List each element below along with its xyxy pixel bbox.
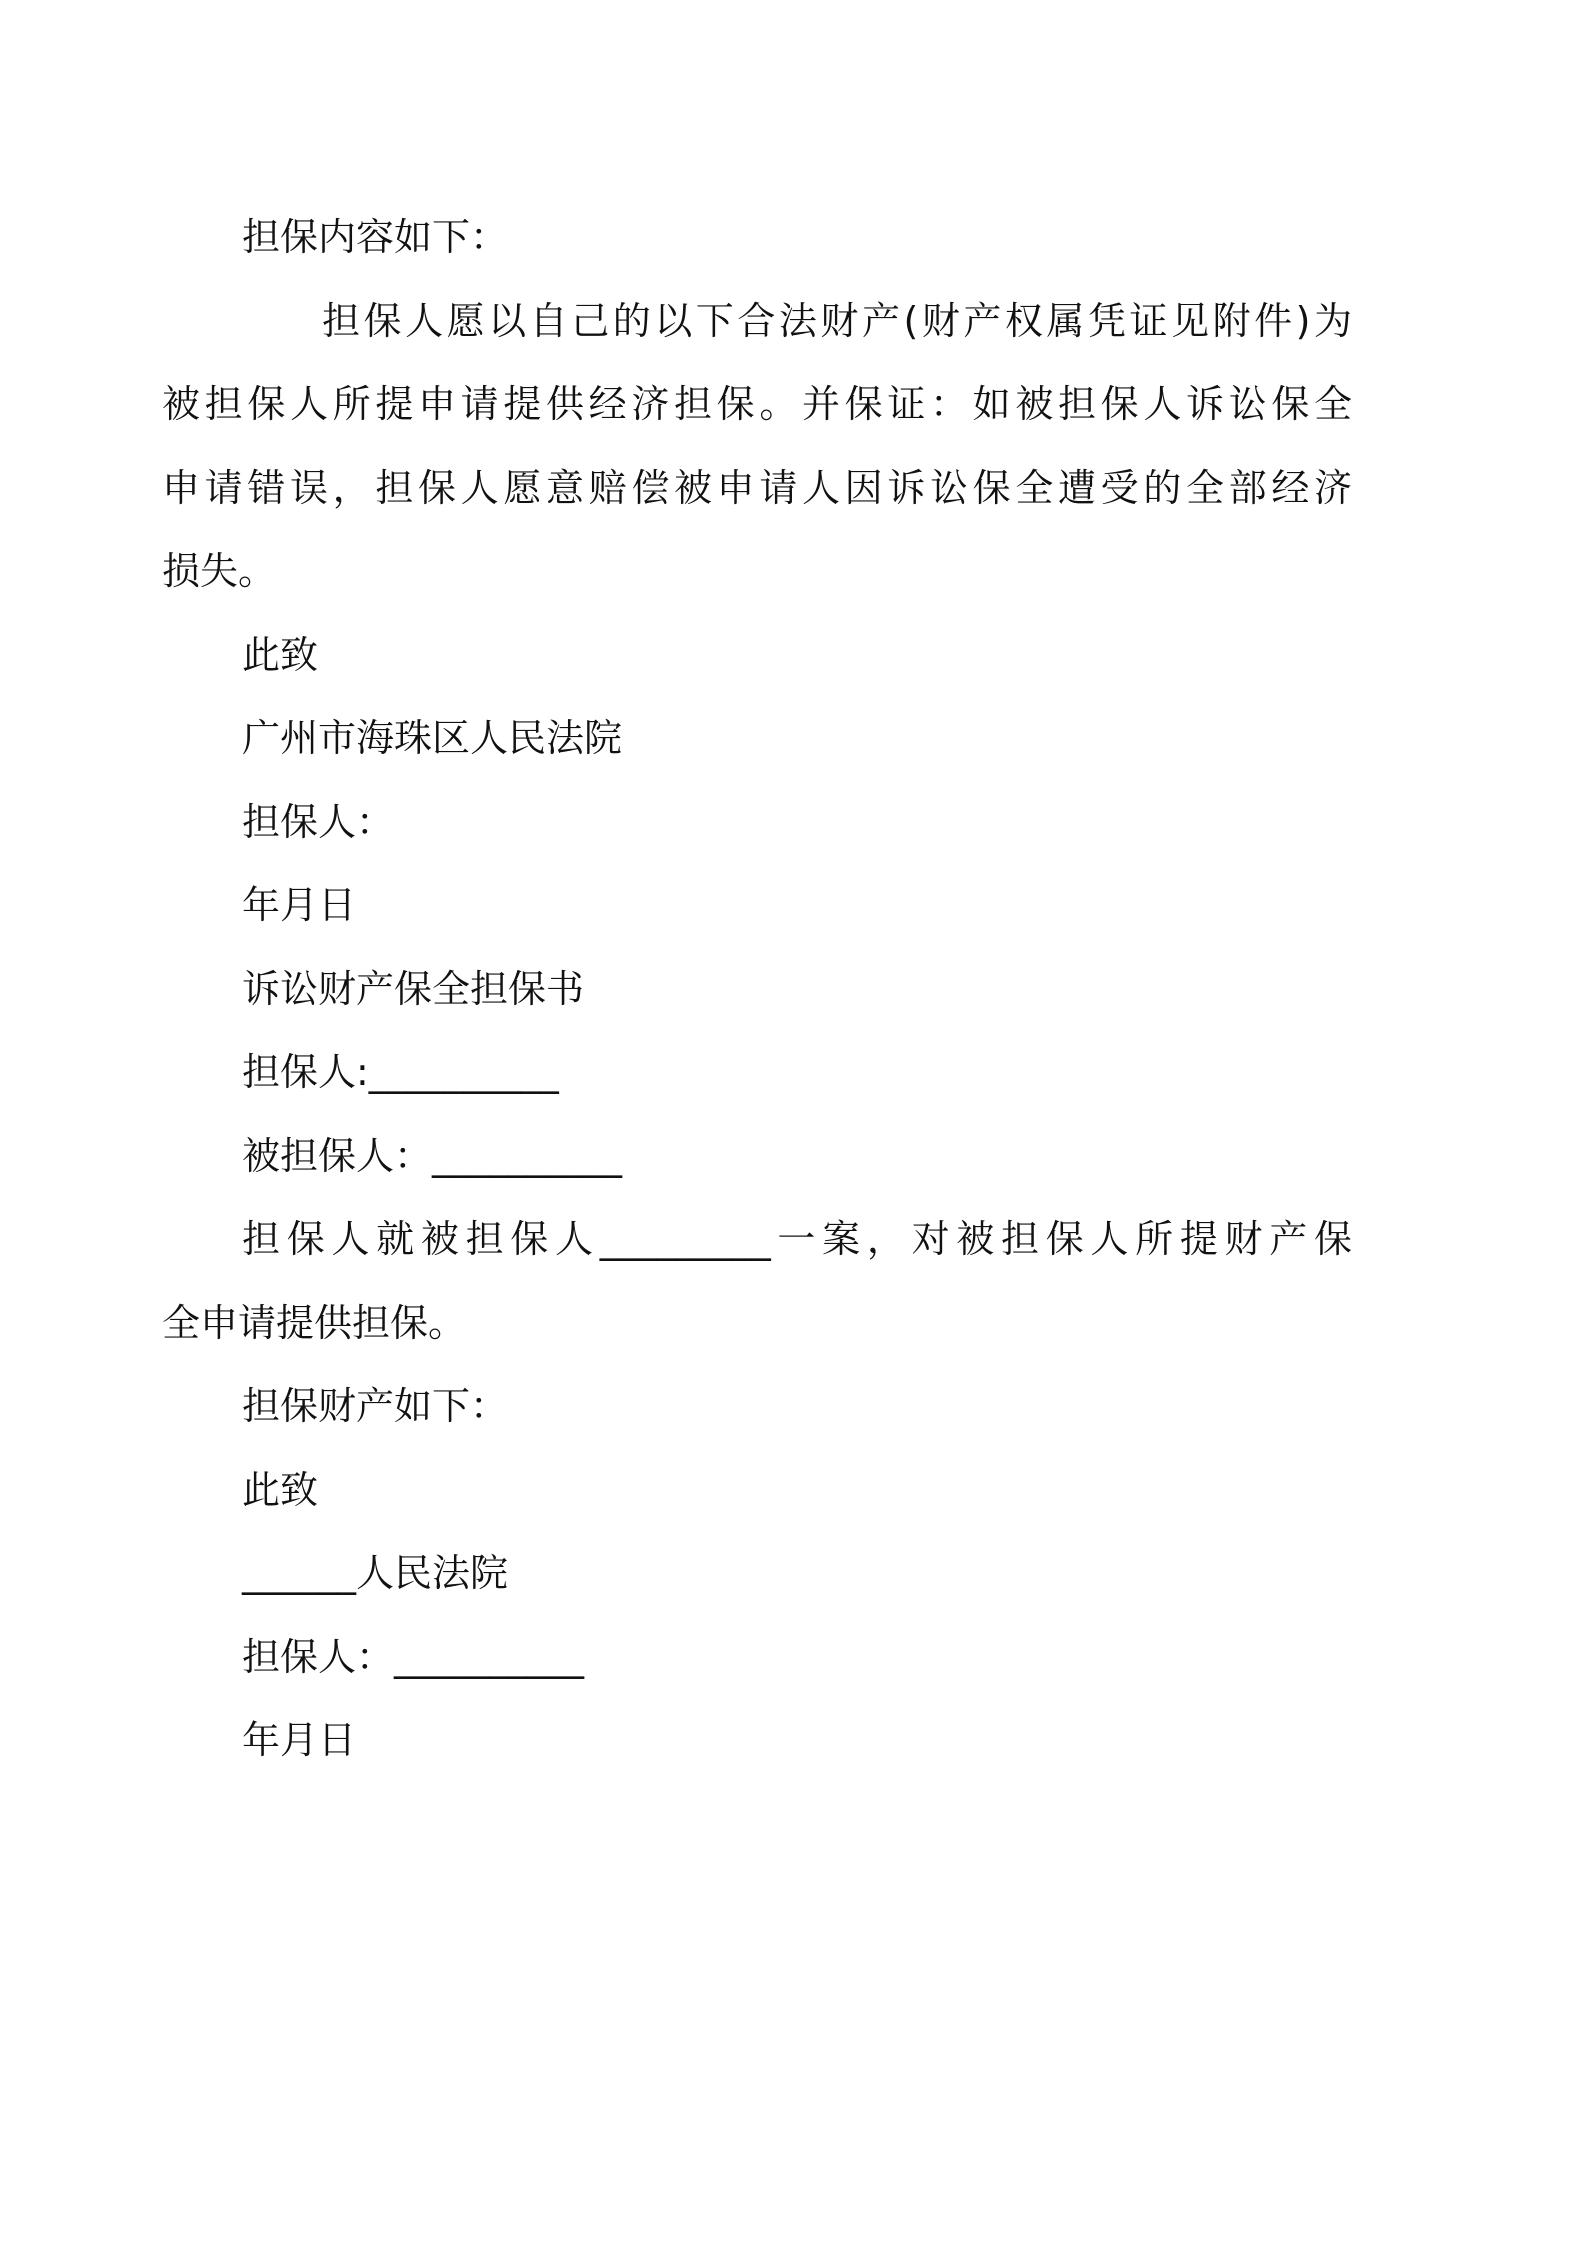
paragraph-guarantee-body-line-4: 损失。 [162, 549, 277, 593]
paragraph-date-2: 年月日 [242, 1718, 357, 1762]
paragraph-property-heading: 担保财产如下： [242, 1384, 509, 1428]
paragraph-court-name-1: 广州市海珠区人民法院 [242, 716, 623, 760]
paragraph-guarantee-body-line-2: 被担保人所提申请提供经济担保。并保证：如被担保人诉讼保全 [162, 382, 1352, 426]
document-body [162, 196, 1352, 1783]
paragraph-form-title: 诉讼财产保全担保书 [242, 966, 585, 1011]
paragraph-guarantor-3: 担保人：__________ [242, 1634, 585, 1679]
paragraph-guarantee-content-heading: 担保内容如下： [242, 215, 509, 259]
paragraph-case-line-1: 担保人就被担保人_________一案，对被担保人所提财产保 [242, 1217, 1352, 1261]
paragraph-salutation-2: 此致 [242, 1467, 319, 1512]
paragraph-case-line-2: 全申请提供担保。 [162, 1300, 467, 1345]
paragraph-guarantor-2: 担保人:__________ [242, 1050, 559, 1094]
paragraph-guarantee-body-line-1: 担保人愿以自己的以下合法财产(财产权属凭证见附件)为 [322, 298, 1352, 343]
paragraph-guaranteed-party: 被担保人：__________ [242, 1133, 623, 1178]
paragraph-guarantee-body-line-3: 申请错误，担保人愿意赔偿被申请人因诉讼保全遭受的全部经济 [162, 465, 1352, 510]
paragraph-guarantor-1: 担保人： [242, 799, 395, 844]
paragraph-salutation-1: 此致 [242, 632, 319, 677]
paragraph-court-name-2: ______人民法院 [242, 1551, 509, 1595]
paragraph-date-1: 年月日 [242, 883, 357, 927]
